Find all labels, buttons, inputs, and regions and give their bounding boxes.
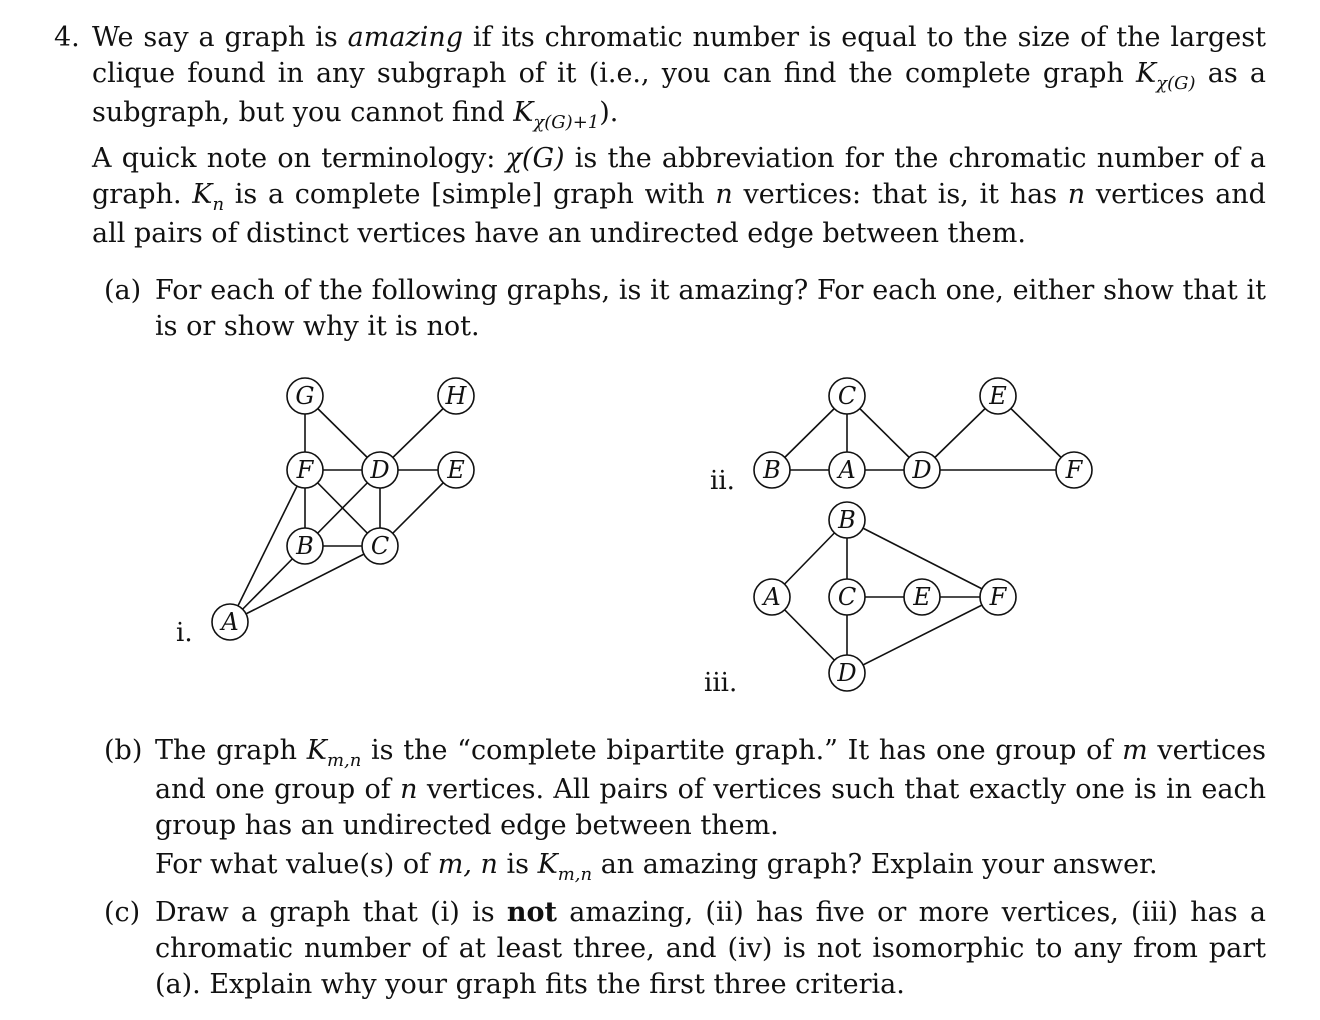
symbol-m: m <box>1122 735 1148 766</box>
node-ii-C-label: C <box>837 382 857 410</box>
part-c-text <box>155 895 1266 1003</box>
part-b-question-3: an amazing graph? Explain your answer. <box>592 849 1158 880</box>
graph-i-label: i. <box>176 618 193 648</box>
note-text-1: A quick note on terminology: <box>92 143 506 174</box>
node-A-label: A <box>221 608 239 636</box>
part-b-question-2: is <box>497 849 538 880</box>
node-iii-F-label: F <box>989 583 1007 611</box>
part-c-text-2: amazing, (ii) has five or more vertices, (iii) has a chromatic number of at least three, and (iv) is not isomorphic to any from part (a). Explain why your graph fits the first three criteria. <box>155 897 1267 1000</box>
part-a-label: (a) <box>104 275 142 306</box>
node-iii-E <box>904 579 940 615</box>
symbol-K: K <box>306 735 327 766</box>
node-ii-F-label: F <box>1065 456 1083 484</box>
node-ii-C <box>829 378 865 414</box>
symbol-chi: χ(G) <box>505 143 565 174</box>
node-iii-A-label: A <box>763 583 781 611</box>
node-F-label: F <box>296 456 314 484</box>
node-H <box>438 378 474 414</box>
part-b-text <box>155 733 1266 844</box>
part-c-label: (c) <box>104 897 141 928</box>
node-B <box>287 528 323 564</box>
node-ii-D <box>904 452 940 488</box>
symbol-K: K <box>513 97 534 128</box>
part-c-text-1: Draw a graph that (i) is <box>155 897 507 928</box>
intro-text-1: We say a graph is <box>92 22 348 53</box>
node-D <box>362 452 398 488</box>
note-text-2: is the abbreviation for the chromatic number of a graph. <box>92 143 1266 210</box>
symbol-n: n <box>1067 179 1086 210</box>
node-iii-D <box>829 655 865 691</box>
node-F <box>287 452 323 488</box>
part-a-text: For each of the following graphs, is it amazing? For each one, either show that it is or show why it is not. <box>155 275 1266 342</box>
graph-iii-edges <box>772 520 998 673</box>
node-iii-E-label: E <box>913 583 931 611</box>
node-E-label: E <box>447 456 465 484</box>
intro-text-3: as a subgraph, but you cannot find <box>92 58 1267 128</box>
node-iii-B <box>829 502 865 538</box>
node-ii-E <box>980 378 1016 414</box>
node-ii-A-label: A <box>838 456 856 484</box>
node-ii-B <box>754 452 790 488</box>
node-iii-A <box>754 579 790 615</box>
node-iii-C <box>829 579 865 615</box>
node-ii-E-label: E <box>989 382 1007 410</box>
symbol-K: K <box>192 179 213 210</box>
node-iii-D-label: D <box>837 659 857 687</box>
subscript-chi: χ(G) <box>1156 73 1196 94</box>
node-B-label: B <box>296 532 314 560</box>
graph-iii-label: iii. <box>704 668 738 698</box>
node-iii-B-label: B <box>838 506 856 534</box>
intro-text-2: if its chromatic number is equal to the size of the largest clique found in any subgraph of it (i.e., you can find the complete graph <box>92 22 1266 89</box>
subscript-chi-plus: χ(G)+1 <box>533 112 600 133</box>
note-text-5: vertices and all pairs of distinct vertices have an undirected edge between them. <box>92 179 1266 249</box>
graph-ii-label: ii. <box>710 466 735 496</box>
symbol-mn: m, n <box>437 849 498 880</box>
node-D-label: D <box>370 456 390 484</box>
node-G-label: G <box>295 382 315 410</box>
part-b-text-3: vertices and one group of <box>155 735 1266 805</box>
node-ii-B-label: B <box>763 456 781 484</box>
node-G <box>287 378 323 414</box>
symbol-n: n <box>715 179 733 210</box>
subscript-mn: m,n <box>557 864 593 885</box>
problem-number: 4. <box>54 22 80 53</box>
symbol-n: n <box>400 774 418 805</box>
part-b-label: (b) <box>104 735 143 766</box>
node-ii-D-label: D <box>912 456 932 484</box>
note-text-4: vertices: that is, it has <box>732 179 1068 210</box>
part-b-text-4: vertices. All pairs of vertices such that exactly one is in each group has an undirected edge between them. <box>155 774 1266 841</box>
note-text-3: is a complete [simple] graph with <box>224 179 716 210</box>
subscript-mn: m,n <box>326 750 362 771</box>
part-b-question-1: For what value(s) of <box>155 849 438 880</box>
part-b-text-2: is the “complete bipartite graph.” It has one group of <box>361 735 1123 766</box>
part-b-text-1: The graph <box>155 735 307 766</box>
node-H-label: H <box>445 382 467 410</box>
term-not: not <box>506 897 557 928</box>
symbol-K: K <box>537 849 558 880</box>
subscript-n: n <box>212 194 225 215</box>
node-iii-C-label: C <box>837 583 857 611</box>
intro-text-4: ). <box>599 97 619 128</box>
node-C <box>362 528 398 564</box>
symbol-K: K <box>1136 58 1157 89</box>
part-b-question <box>155 847 1266 886</box>
node-ii-F <box>1056 452 1092 488</box>
node-ii-A <box>829 452 865 488</box>
term-amazing: amazing <box>347 22 464 53</box>
node-iii-F <box>980 579 1016 615</box>
node-A <box>212 604 248 640</box>
graph-i-edges <box>230 396 456 622</box>
node-C-label: C <box>370 532 390 560</box>
node-E <box>438 452 474 488</box>
